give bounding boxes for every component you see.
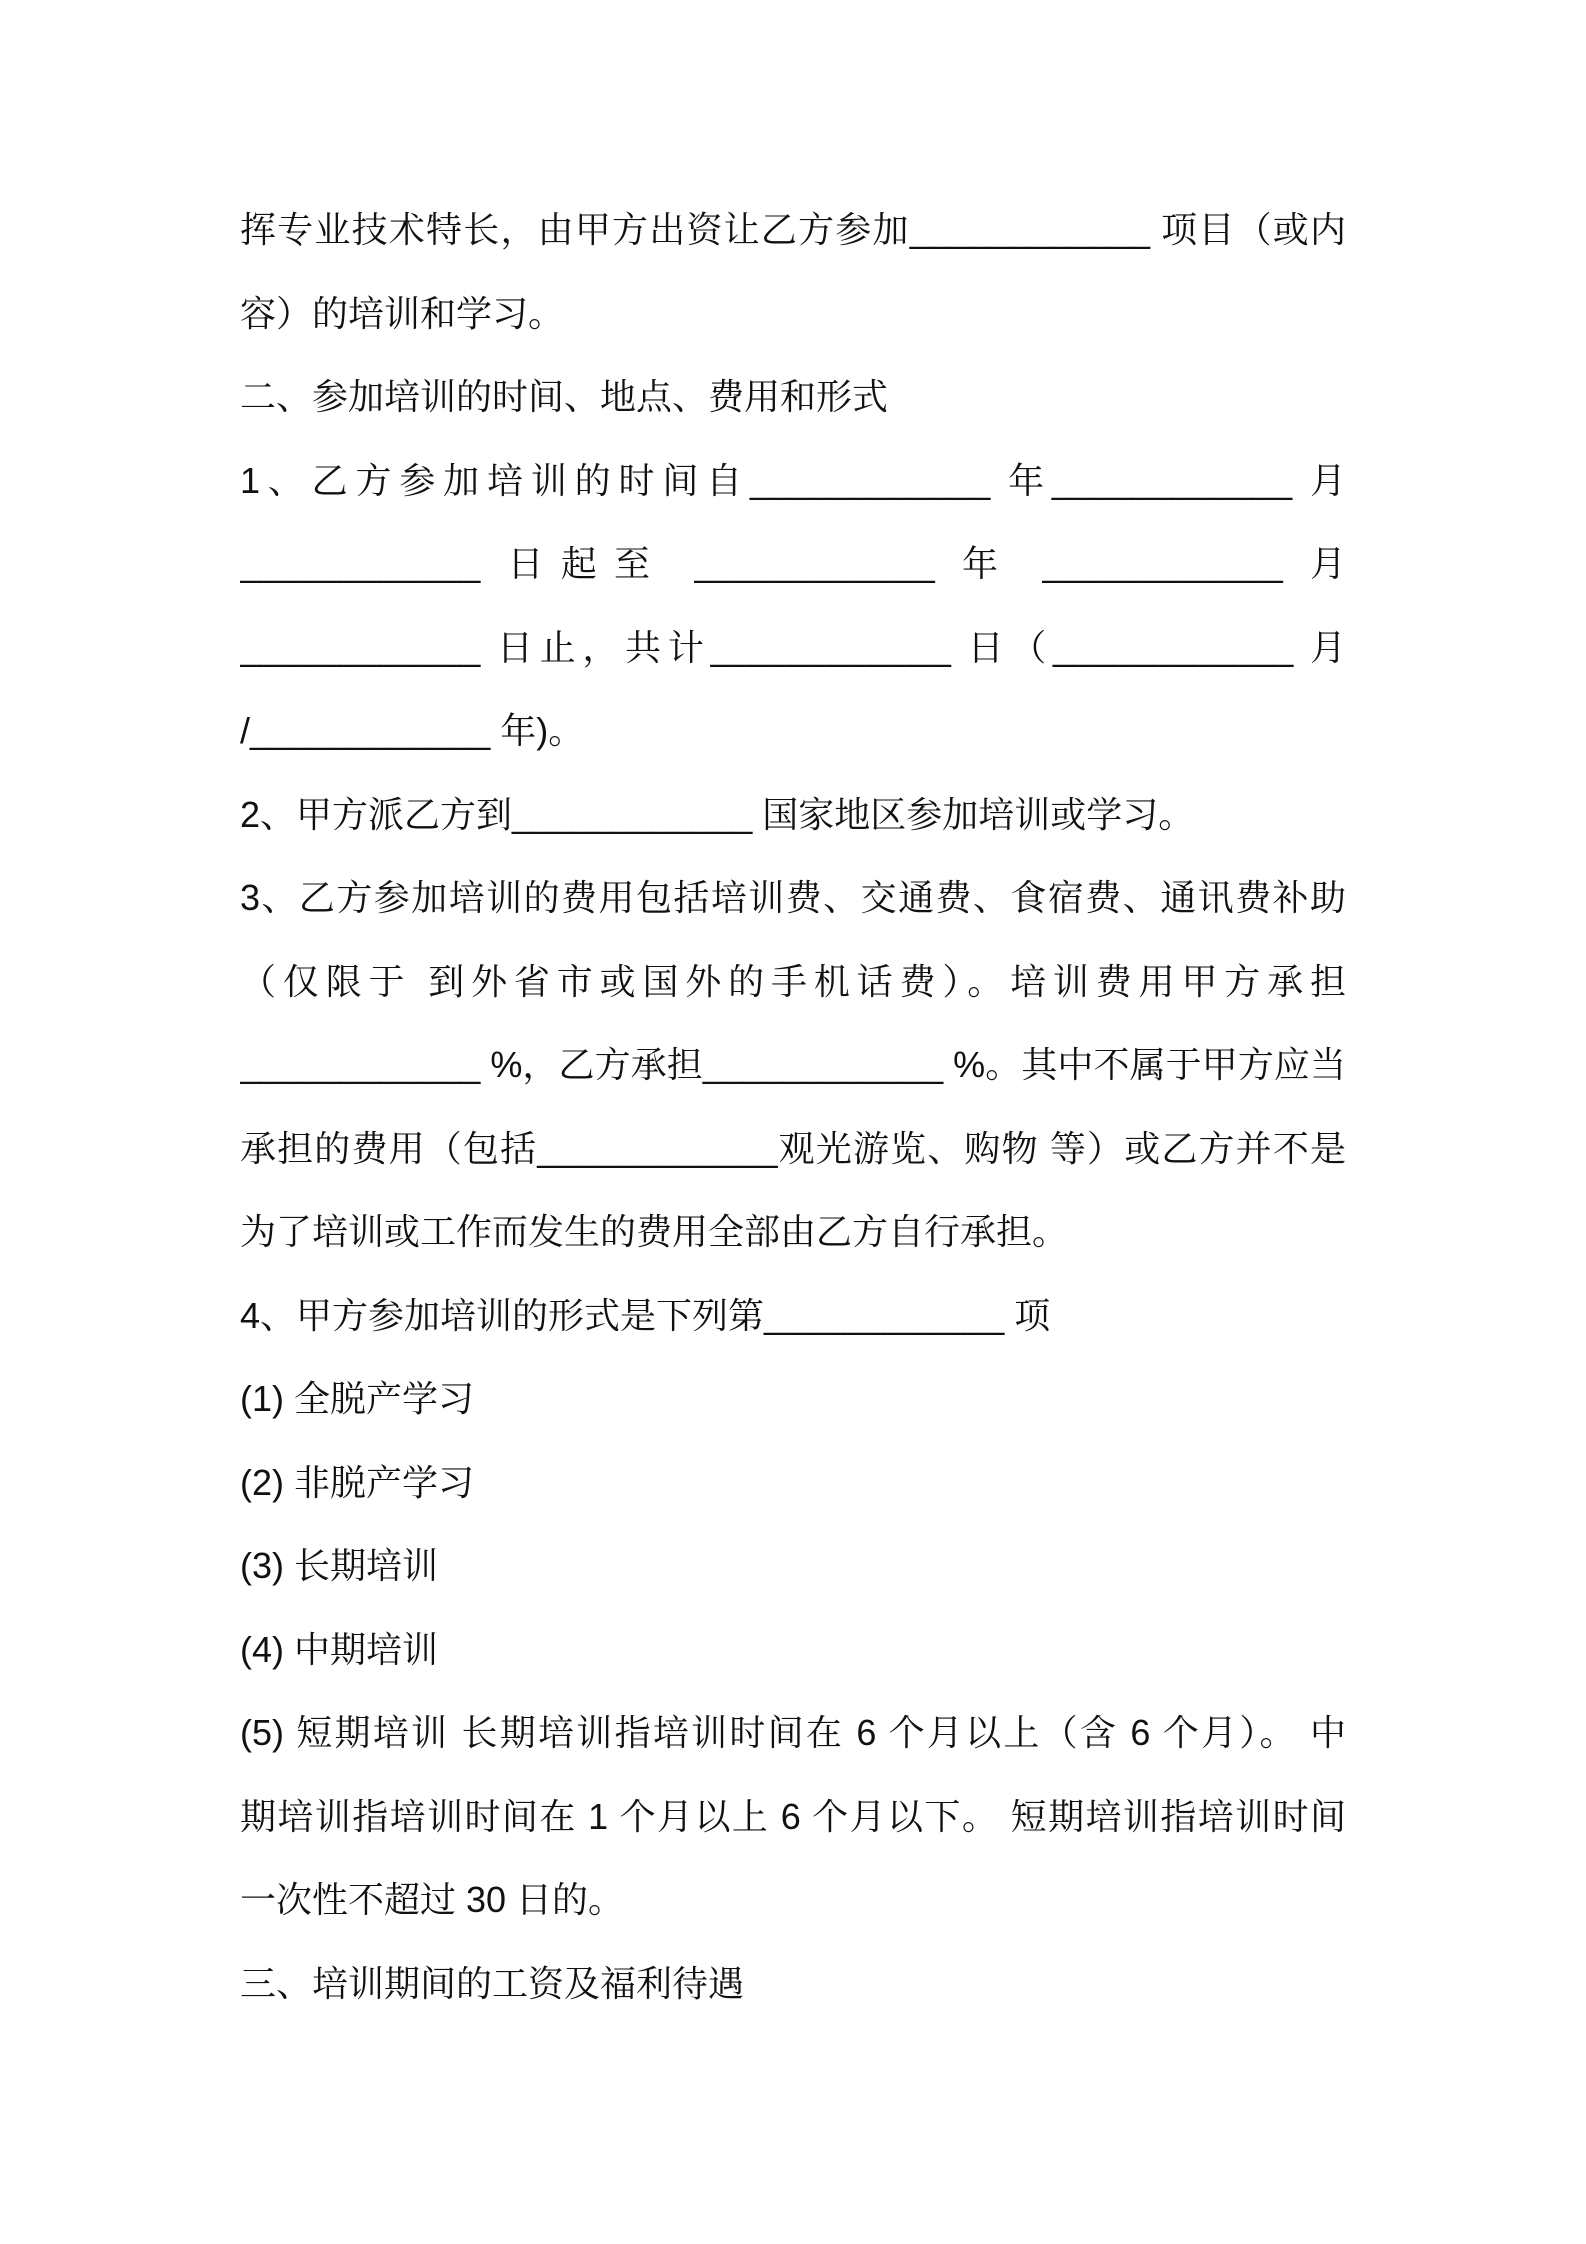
- clause-4-training-form: [240, 1274, 1346, 1358]
- document-line: 期培训指培训时间在 1 个月以上 6 个月以下。 短期培训指培训时间: [240, 1795, 1346, 1837]
- list-item: (4) 中期培训: [240, 1628, 439, 1670]
- document-line: ____________ 日止，共计____________ 日（____________ 月: [240, 626, 1346, 668]
- option-1: [240, 1357, 1346, 1441]
- document-line: 承担的费用（包括____________观光游览、购物 等）或乙方并不是: [240, 1127, 1346, 1169]
- document-line: ____________ 日起至 ____________ 年 ____________ 月: [240, 543, 1346, 584]
- document-line: ____________ %，乙方承担____________ %。其中不属于甲方应当: [240, 1044, 1346, 1085]
- document-line: （仅限于 到外省市或国外的手机话费）。培训费用甲方承担: [240, 960, 1346, 1002]
- clause-3-training-costs: [240, 856, 1346, 1274]
- option-4: [240, 1608, 1346, 1692]
- document-line: 3、乙方参加培训的费用包括培训费、交通费、食宿费、通讯费补助: [240, 877, 1346, 918]
- document-line: 一次性不超过 30 日的。: [240, 1879, 625, 1920]
- document-line: 1、乙方参加培训的时间自____________ 年____________ 月: [240, 459, 1346, 501]
- document-line: 挥专业技术特长，由甲方出资让乙方参加____________ 项目（或内: [240, 209, 1346, 250]
- list-item: (3) 长期培训: [240, 1545, 439, 1586]
- clause-2-training-location: [240, 773, 1346, 857]
- option-2: [240, 1441, 1346, 1525]
- list-item: (2) 非脱产学习: [240, 1461, 475, 1503]
- clause-1-training-time: [240, 439, 1346, 773]
- document-line: 为了培训或工作而发生的费用全部由乙方自行承担。: [240, 1211, 1069, 1252]
- document-line: 4、甲方参加培训的形式是下列第____________ 项: [240, 1294, 1051, 1336]
- section-heading-3: [240, 1942, 1346, 2026]
- section-heading: 二、参加培训的时间、地点、费用和形式: [240, 376, 889, 417]
- document-line: 容）的培训和学习。: [240, 292, 565, 334]
- list-item: (1) 全脱产学习: [240, 1378, 475, 1419]
- document-line: 2、甲方派乙方到____________ 国家地区参加培训或学习。: [240, 793, 1195, 835]
- option-5-and-definitions: [240, 1691, 1346, 1942]
- document-line: /____________ 年)。: [240, 710, 585, 751]
- section-heading-2: [240, 355, 1346, 439]
- option-3: [240, 1524, 1346, 1608]
- document-body: [240, 188, 1346, 2025]
- paragraph-training-content: [240, 188, 1346, 355]
- list-item: (5) 短期培训 长期培训指培训时间在 6 个月以上（含 6 个月）。 中: [240, 1712, 1346, 1753]
- section-heading: 三、培训期间的工资及福利待遇: [240, 1962, 745, 2004]
